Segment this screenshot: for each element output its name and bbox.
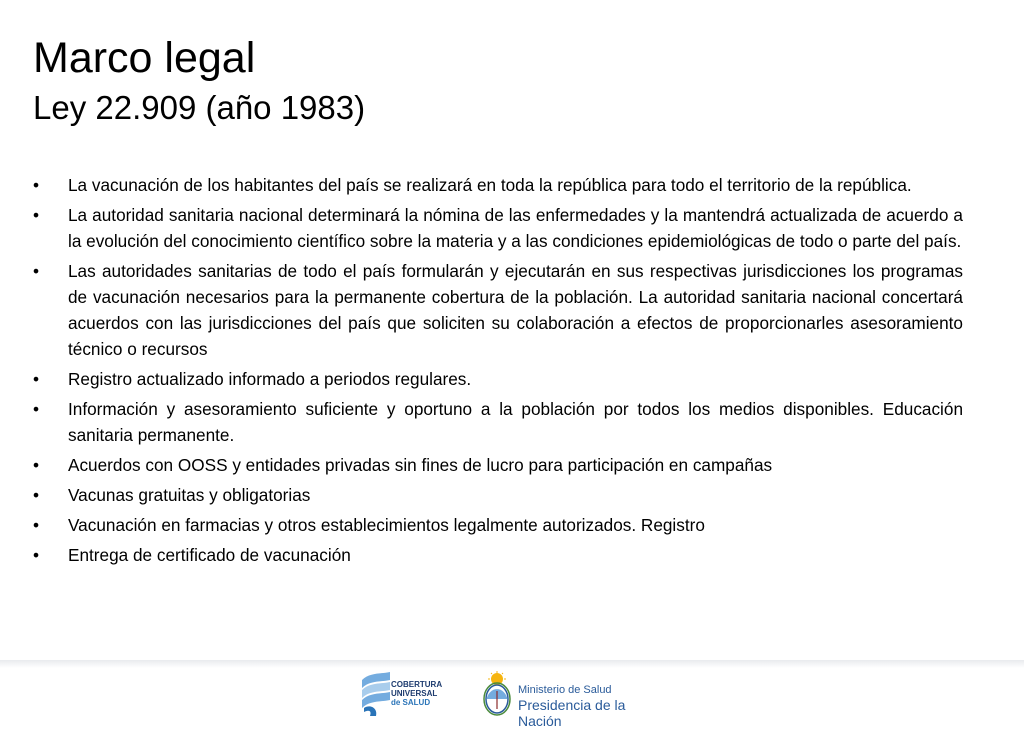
cobertura-text <box>391 680 442 707</box>
bullet-list <box>33 172 963 572</box>
ministerio-salud-logo <box>482 671 672 729</box>
bullet-item <box>33 396 963 448</box>
bullet-text: Las autoridades sanitarias de todo el país formularán y ejecutarán en sus respectivas jurisdicciones los programas de vacunación necesarios para la permanente cobertura de la población. La autoridad sanitaria nacional concertará acuerdos con las jurisdicciones del país que soliciten su colaboración a efectos de proporcionarles asesoramiento técnico o recursos <box>68 261 963 359</box>
flag-ribbon-icon <box>360 670 392 718</box>
cobertura-line3: de SALUD <box>391 698 431 707</box>
bullet-item <box>33 542 963 568</box>
cobertura-universal-logo <box>360 670 460 720</box>
bullet-item <box>33 512 963 538</box>
ministerio-line2: Presidencia de la Nación <box>518 697 626 729</box>
bullet-text: Vacunas gratuitas y obligatorias <box>68 485 311 505</box>
bullet-item <box>33 258 963 362</box>
bullet-marker: • <box>33 205 40 225</box>
bullet-text: Registro actualizado informado a periodos regulares. <box>68 369 472 389</box>
bullet-marker: • <box>33 175 40 195</box>
bullet-item <box>33 452 963 478</box>
bullet-marker: • <box>33 485 40 505</box>
bullet-text: La autoridad sanitaria nacional determinará la nómina de las enfermedades y la mantendrá actualizada de acuerdo a la evolución del conocimiento científico sobre la materia y a las condiciones epidemiológicas de todo o parte del país. <box>68 205 963 251</box>
bullet-marker: • <box>33 515 40 535</box>
bullet-text: Entrega de certificado de vacunación <box>68 545 351 565</box>
ministerio-text <box>518 684 672 729</box>
bullet-item <box>33 482 963 508</box>
slide-subtitle: Ley 22.909 (año 1983) <box>33 89 366 126</box>
cobertura-line1: COBERTURA <box>391 680 443 689</box>
bullet-marker: • <box>33 399 40 419</box>
slide-title: Marco legal <box>33 34 256 82</box>
bullet-item <box>33 172 963 198</box>
bullet-marker: • <box>33 545 40 565</box>
national-coat-of-arms-icon <box>482 671 512 719</box>
ministerio-line1: Ministerio de Salud <box>518 684 612 696</box>
bullet-item <box>33 202 963 254</box>
bullet-marker: • <box>33 455 40 475</box>
bullet-text: Información y asesoramiento suficiente y oportuno a la población por todos los medios disponibles. Educación sanitaria permanente. <box>68 399 963 445</box>
cobertura-line2: UNIVERSAL <box>391 689 438 698</box>
bullet-text: Acuerdos con OOSS y entidades privadas sin fines de lucro para participación en campañas <box>68 455 773 475</box>
bullet-marker: • <box>33 369 40 389</box>
bullet-text: La vacunación de los habitantes del país se realizará en toda la república para todo el territorio de la república. <box>68 175 912 195</box>
bullet-marker: • <box>33 261 40 281</box>
bullet-item <box>33 366 963 392</box>
bullet-text: Vacunación en farmacias y otros establecimientos legalmente autorizados. Registro <box>68 515 705 535</box>
